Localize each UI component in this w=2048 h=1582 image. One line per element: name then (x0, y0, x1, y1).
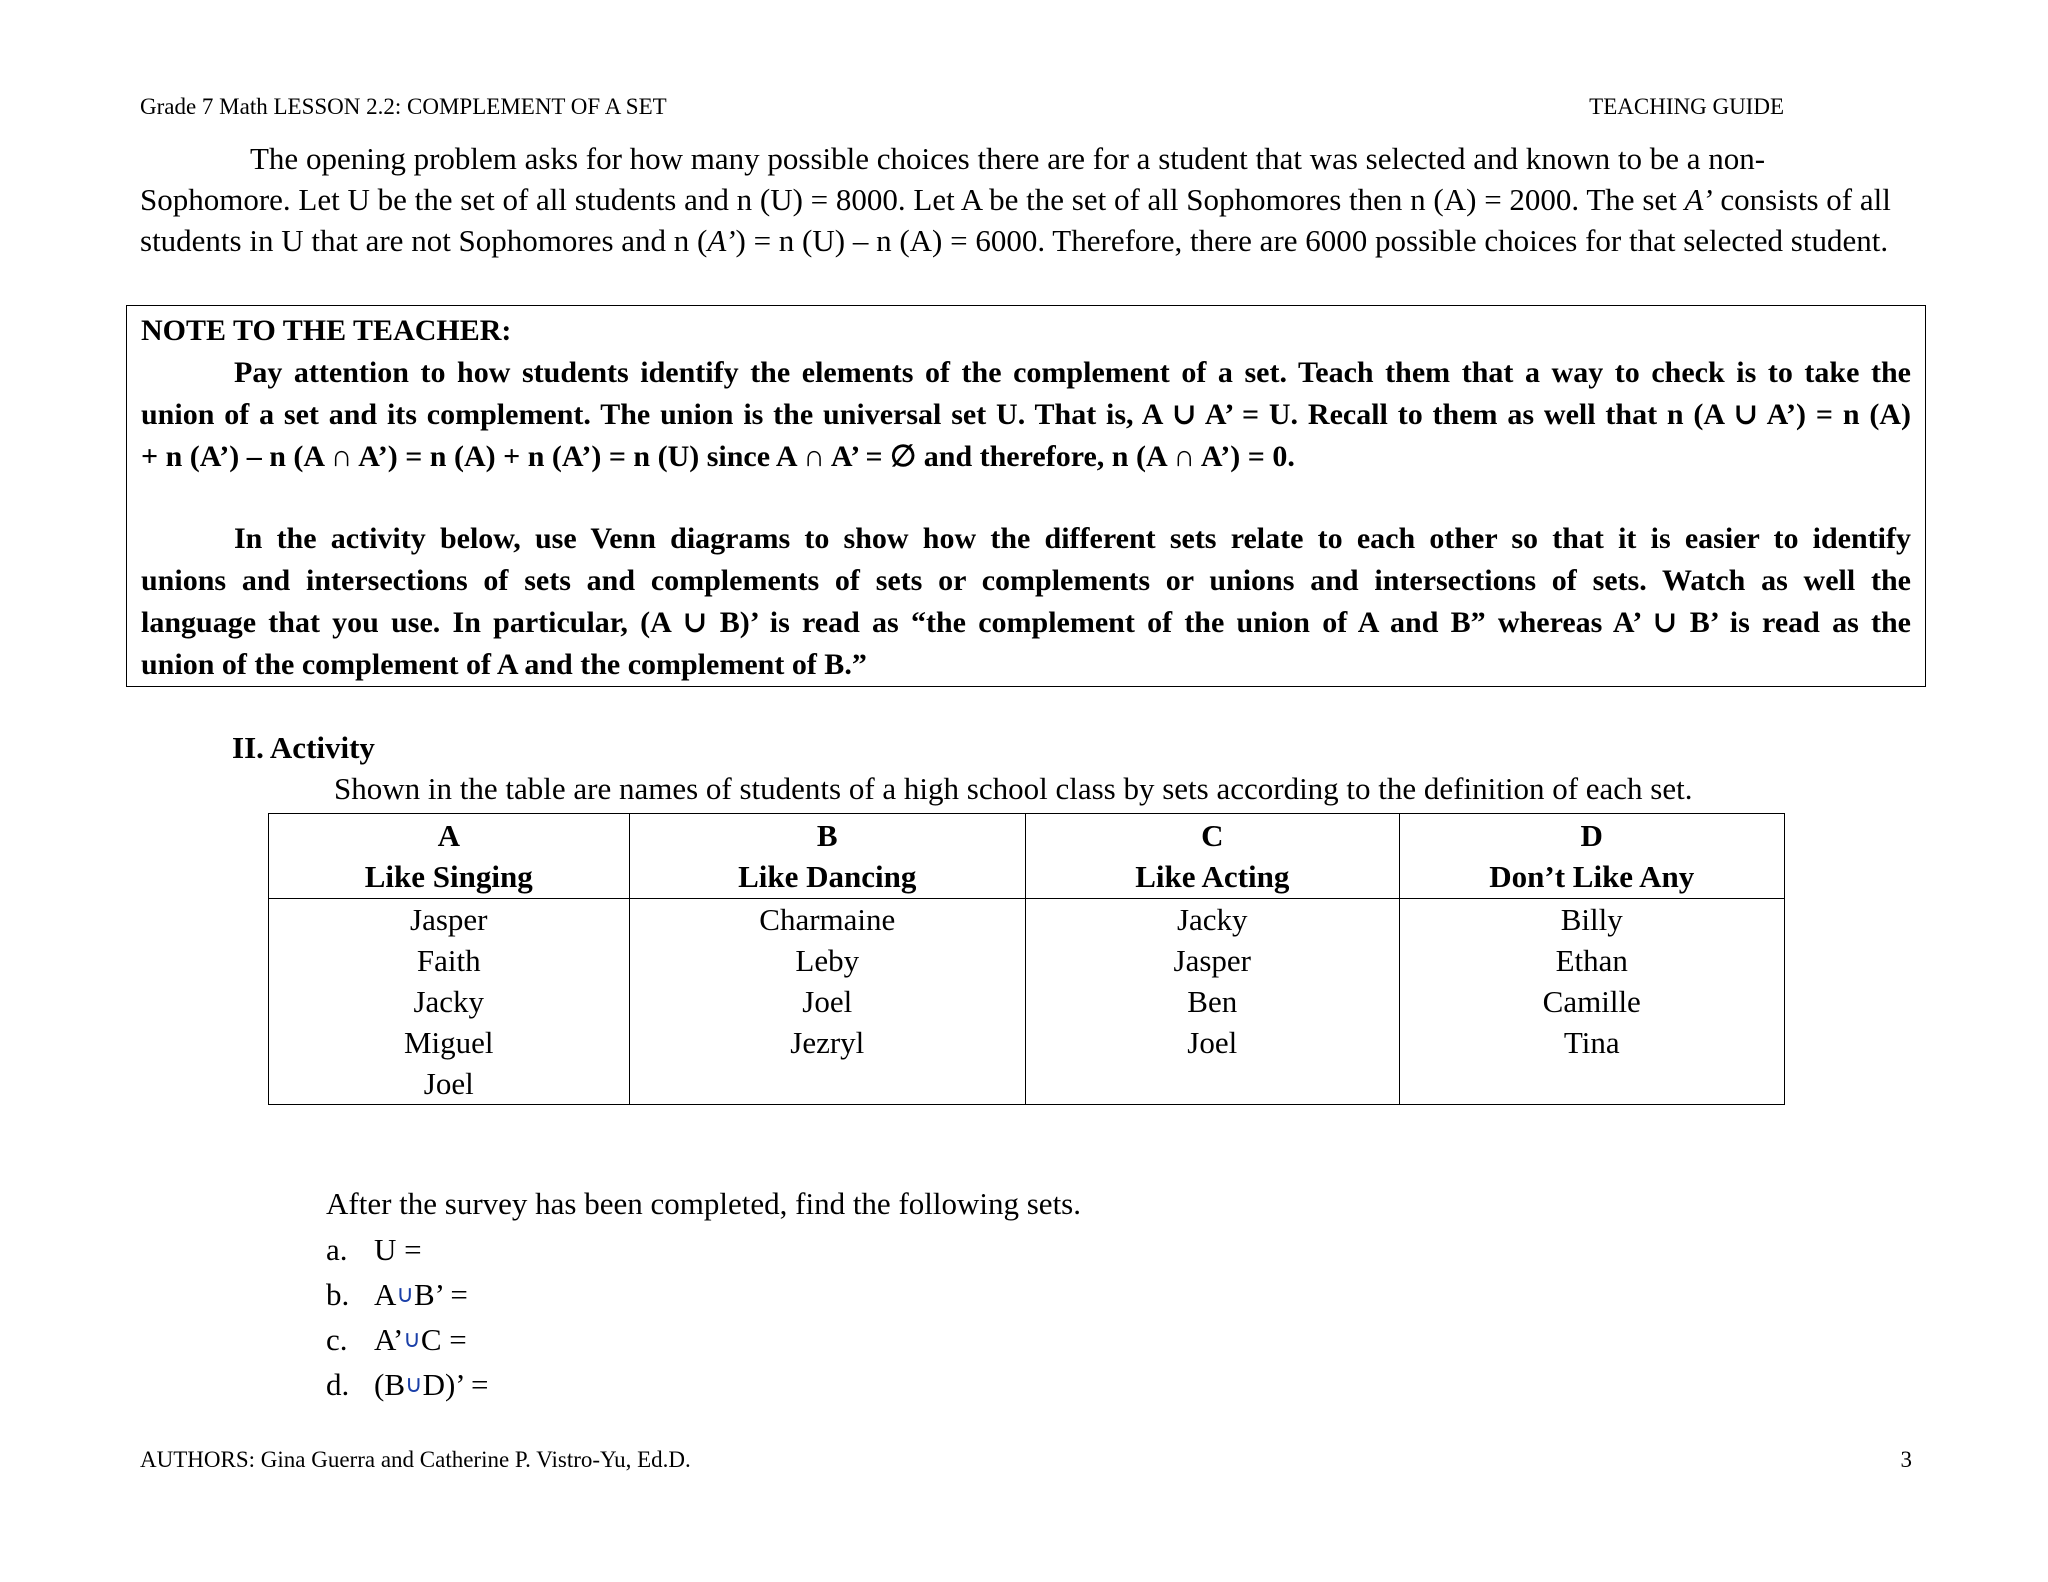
footer-authors: AUTHORS: Gina Guerra and Catherine P. Vistro-Yu, Ed.D. (140, 1447, 691, 1472)
activity-intro: Shown in the table are names of students of a high school class by sets according to the definition of each set. (334, 771, 1693, 806)
student-name: Ethan (1555, 943, 1628, 978)
student-name: Jasper (410, 902, 488, 937)
student-sets-table (268, 813, 1785, 1105)
table-header-row (269, 814, 1785, 899)
union-symbol: ∪ (405, 1370, 423, 1398)
note-p2-line-4: union of the complement of A and the complement of B.” (141, 648, 867, 681)
student-name: Leby (795, 943, 860, 978)
student-name: Faith (416, 943, 481, 978)
header-teaching-guide: TEACHING GUIDE (1589, 94, 1784, 119)
question-b: b. A ∪ B’ = (326, 1272, 489, 1317)
question-c: c. A’ ∪ C = (326, 1317, 489, 1362)
note-to-teacher-box (126, 305, 1926, 687)
student-name: Tina (1563, 1025, 1620, 1060)
student-name: Ben (1187, 984, 1238, 1019)
names-cell-b (629, 899, 1026, 1105)
names-cell-c (1026, 899, 1399, 1105)
header-lesson-title: Grade 7 Math LESSON 2.2: COMPLEMENT OF A SET (140, 94, 667, 119)
after-survey-instruction: After the survey has been completed, find the following sets. (326, 1186, 1081, 1221)
student-name: Joel (802, 984, 853, 1019)
table-row (269, 899, 1785, 1105)
column-header-b: B Like Dancing (629, 814, 1026, 899)
opening-paragraph (140, 138, 1904, 261)
student-name: Jacky (1176, 902, 1248, 937)
question-list (326, 1227, 489, 1407)
names-cell-d (1399, 899, 1785, 1105)
note-p1-line-3: + n (A’) – n (A ∩ A’) = n (A) + n (A’) = n (U) since A ∩ A’ = ∅ and therefore, n (A ∩ A’) = 0. (141, 440, 1295, 473)
student-name: Jezryl (790, 1025, 865, 1060)
activity-heading: II. Activity (232, 730, 375, 765)
names-cell-a (269, 899, 630, 1105)
column-header-a: A Like Singing (269, 814, 630, 899)
student-name: Miguel (403, 1025, 494, 1060)
note-p1-line-1: Pay attention to how students identify the elements of the complement of a set. Teach them that a way to check is to take the (234, 356, 1911, 389)
column-header-c: C Like Acting (1026, 814, 1399, 899)
student-name: Jacky (413, 984, 485, 1019)
note-p2-line-3: language that you use. In particular, (A ∪ B)’ is read as “the complement of the union of A and B” whereas A’ ∪ B’ is read as the (141, 606, 1911, 639)
student-name: Charmaine (759, 902, 896, 937)
question-a: a. U = (326, 1232, 422, 1267)
student-name: Joel (1187, 1025, 1238, 1060)
student-name: Billy (1560, 902, 1623, 937)
union-symbol: ∪ (396, 1280, 414, 1308)
opening-line-1: The opening problem asks for how many possible choices there are for a student that was selected and known to be a non- (250, 141, 1766, 176)
student-name: Joel (423, 1066, 474, 1101)
note-title: NOTE TO THE TEACHER: (141, 314, 512, 347)
note-p2-line-2: unions and intersections of sets and complements of sets or complements or unions and intersections of sets. Watch as well the (141, 564, 1911, 597)
column-header-d: D Don’t Like Any (1399, 814, 1785, 899)
page-number: 3 (1900, 1447, 1912, 1472)
question-d: d. (B ∪ D)’ = (326, 1362, 489, 1407)
opening-line-3: students in U that are not Sophomores and n (A’) = n (U) – n (A) = 6000. Therefore, there are 6000 possible choices for that selected student. (140, 223, 1889, 258)
note-p1-line-2: union of a set and its complement. The union is the universal set U. That is, A ∪ A’ = U. Recall to them as well that n (A ∪ A’) = n (A) (141, 398, 1911, 431)
union-symbol: ∪ (403, 1325, 421, 1353)
opening-line-2: Sophomore. Let U be the set of all students and n (U) = 8000. Let A be the set of all Sophomores then n (A) = 2000. The set A’ consists of all (140, 182, 1891, 217)
student-name: Jasper (1173, 943, 1251, 978)
note-p2-line-1: In the activity below, use Venn diagrams to show how the different sets relate to each other so that it is easier to identify (234, 522, 1911, 555)
student-name: Camille (1542, 984, 1641, 1019)
